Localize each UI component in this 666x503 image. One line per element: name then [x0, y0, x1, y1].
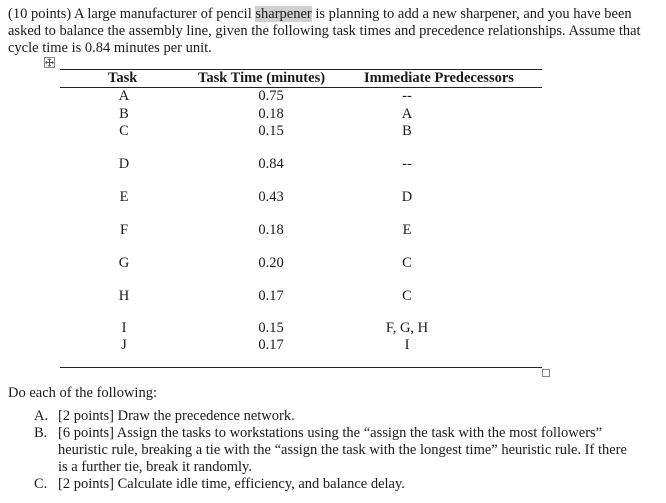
cell-pred: E	[402, 222, 412, 238]
header-predecessors: Immediate Predecessors	[364, 70, 514, 86]
instructions-lead: Do each of the following:	[8, 385, 157, 401]
cell-pred: F, G, H	[385, 320, 429, 336]
table-move-handle-icon[interactable]	[44, 57, 55, 68]
list-marker: B.	[34, 425, 48, 441]
cell-time: 0.18	[258, 222, 284, 238]
cell-task: D	[118, 156, 130, 172]
question-list	[34, 408, 634, 493]
cell-pred: --	[402, 156, 412, 172]
cell-task: B	[119, 106, 129, 122]
intro-text-end: is planning to add a new sharpener, and you have been asked to balance the assembly line, given the following task times and precedence relationships. Assume that cycle time is 0.84 minutes per unit.	[8, 6, 641, 56]
cell-task: E	[119, 189, 129, 205]
list-item	[34, 425, 634, 476]
cell-pred: C	[402, 255, 412, 271]
list-marker: A.	[34, 408, 49, 424]
cell-task: I	[121, 320, 127, 336]
cell-pred: A	[401, 106, 413, 122]
cell-task: C	[119, 123, 129, 139]
problem-intro	[8, 6, 658, 57]
intro-text-start: (10 points) A large manufacturer of pencil	[8, 6, 256, 22]
cell-task: G	[118, 255, 130, 271]
cell-time: 0.17	[258, 337, 284, 353]
list-item-text: [2 points] Draw the precedence network.	[58, 408, 295, 424]
cell-pred: --	[402, 88, 412, 104]
list-item-text: [2 points] Calculate idle time, efficiency, and balance delay.	[58, 476, 405, 492]
cell-time: 0.15	[258, 123, 284, 139]
cell-time: 0.84	[258, 156, 284, 172]
cell-task: J	[121, 337, 127, 353]
cell-task: A	[118, 88, 130, 104]
cell-pred: D	[401, 189, 413, 205]
header-task-time: Task Time (minutes)	[198, 70, 326, 86]
list-item	[34, 476, 634, 493]
table-resize-handle-icon[interactable]	[542, 369, 550, 377]
header-task: Task	[108, 70, 138, 86]
list-marker: C.	[34, 476, 48, 492]
highlighted-word: sharpener	[255, 6, 312, 22]
table-bottom-rule	[60, 367, 542, 368]
cell-pred: C	[402, 288, 412, 304]
list-item	[34, 408, 634, 425]
cell-time: 0.18	[258, 106, 284, 122]
cell-time: 0.15	[258, 320, 284, 336]
cell-pred: I	[404, 337, 410, 353]
cell-time: 0.43	[258, 189, 284, 205]
cell-time: 0.17	[258, 288, 284, 304]
cell-pred: B	[402, 123, 412, 139]
cell-time: 0.20	[258, 255, 284, 271]
cell-time: 0.75	[258, 88, 284, 104]
list-item-text: [6 points] Assign the tasks to workstations using the “assign the task with the most followers” heuristic rule, breaking a tie with the “assign the task with the longest time” heuristic rule. If there is a further tie, break it randomly.	[58, 425, 627, 475]
cell-task: H	[118, 288, 130, 304]
cell-task: F	[119, 222, 129, 238]
